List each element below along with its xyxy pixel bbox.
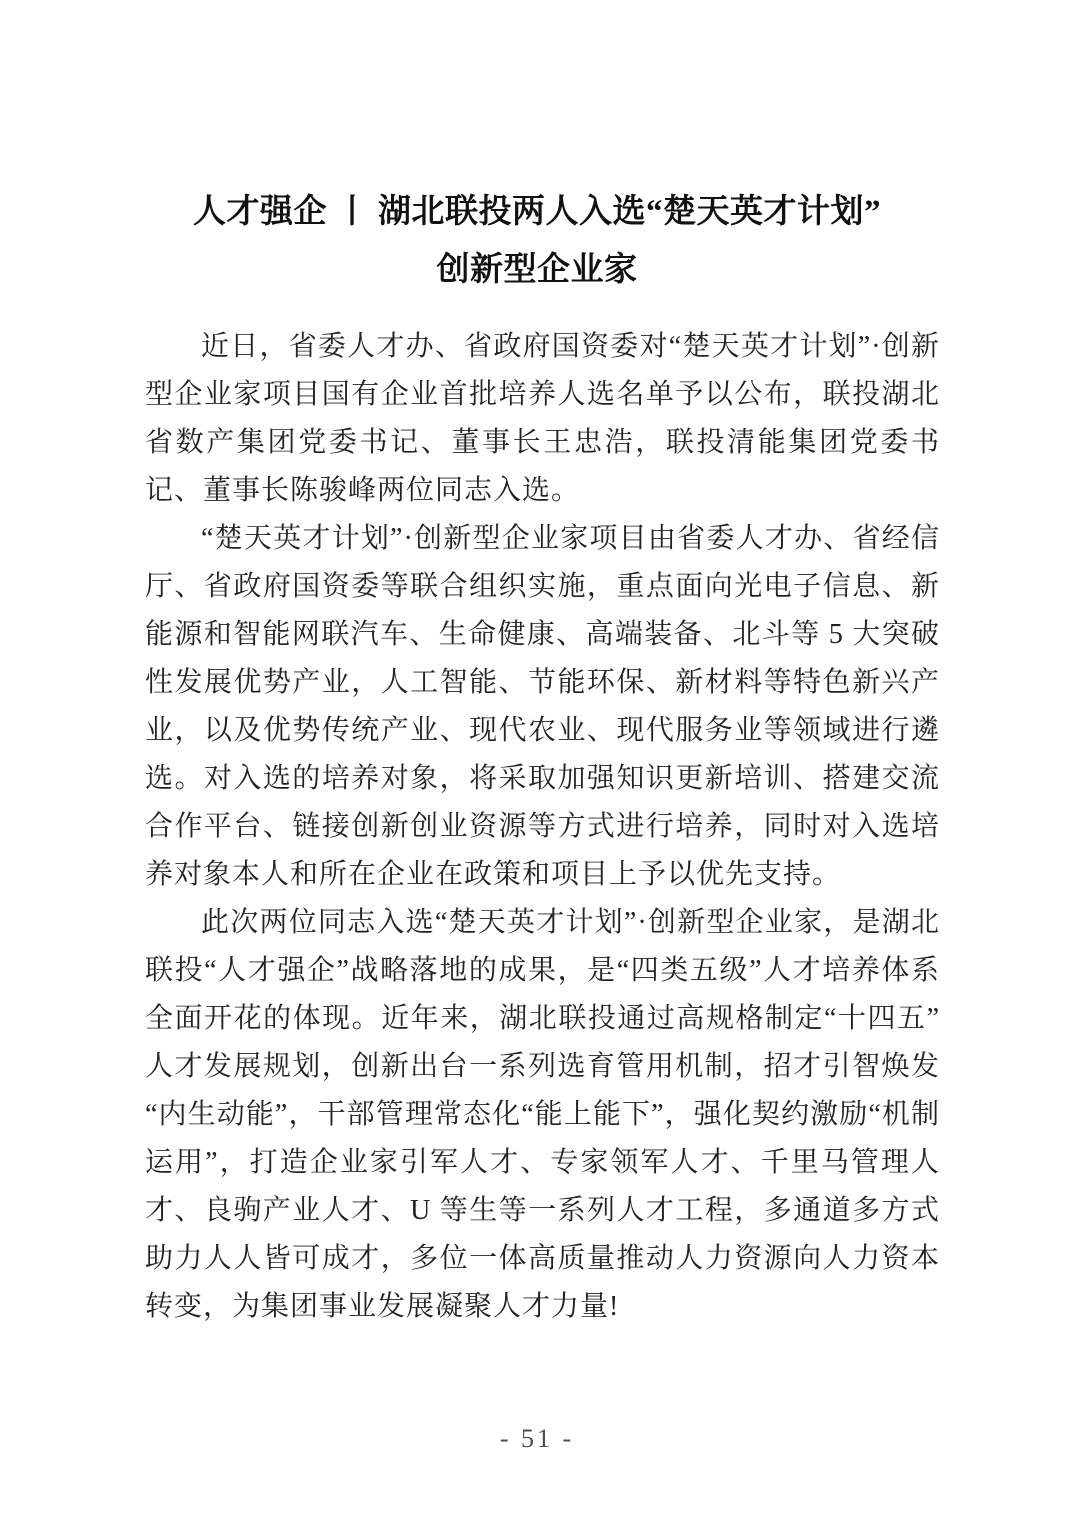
article-title — [0, 0, 1074, 299]
paragraph-1: 近日，省委人才办、省政府国资委对“楚天英才计划”·创新型企业家项目国有企业首批培养人选名单予以公布，联投湖北省数产集团党委书记、董事长王忠浩，联投清能集团党委书记、董事长陈骏峰两位同志入选。 — [145, 331, 940, 506]
paragraph-3: 此次两位同志入选“楚天英才计划”·创新型企业家，是湖北联投“人才强企”战略落地的成果，是“四类五级”人才培养体系全面开花的体现。近年来，湖北联投通过高规格制定“十四五”人才发展规划，创新出台一系列选育管用机制，招才引智焕发“内生动能”，干部管理常态化“能上能下”，强化契约激励“机制运用”，打造企业家引军人才、专家领军人才、千里马管理人才、良驹产业人才、U 等生等一系列人才工程，多通道多方式助力人人皆可成才，多位一体高质量推动人力资源向人力资本转变，为集团事业发展凝聚人才力量! — [145, 907, 940, 1322]
article-title-line-2: 创新型企业家 — [436, 252, 638, 288]
paragraph-2: “楚天英才计划”·创新型企业家项目由省委人才办、省经信厅、省政府国资委等联合组织实施，重点面向光电子信息、新能源和智能网联汽车、生命健康、高端装备、北斗等 5 大突破性发展优势产业，人工智能、节能环保、新材料等特色新兴产业，以及优势传统产业、现代农业、现代服务业等领域进行遴选。对入选的培养对象，将采取加强知识更新培训、搭建交流合作平台、链接创新创业资源等方式进行培养，同时对入选培养对象本人和所在企业在政策和项目上予以优先支持。 — [145, 523, 940, 890]
article-body — [0, 323, 1074, 1331]
page-number: - 51 - — [499, 1424, 575, 1453]
article-title-line-1: 人才强企 丨 湖北联投两人入选“楚天英才计划” — [193, 194, 881, 230]
